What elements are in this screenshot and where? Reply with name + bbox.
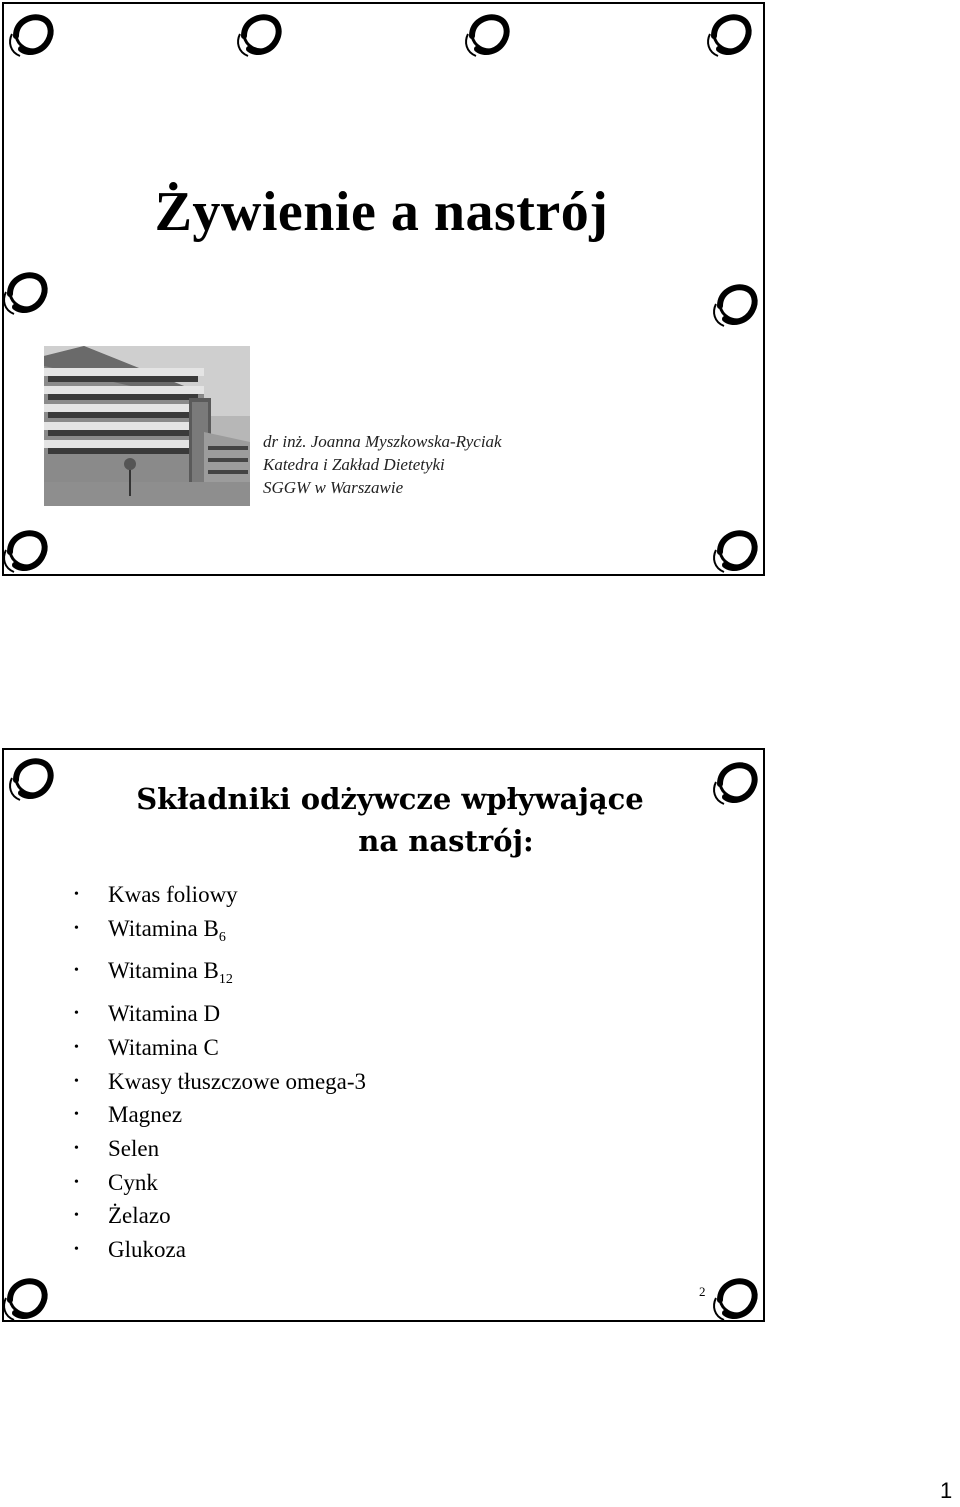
bullet-icon: •	[74, 963, 79, 979]
ring-icon	[2, 1276, 50, 1324]
list-item: • Magnez	[74, 1098, 366, 1132]
building-photo	[44, 346, 250, 506]
bullet-icon: •	[74, 1039, 79, 1055]
ring-icon	[8, 12, 56, 60]
nutrient-list	[74, 878, 366, 1267]
list-item: • Witamina D	[74, 997, 366, 1031]
ring-icon	[2, 270, 50, 318]
slide-title: Żywienie a nastrój	[154, 181, 609, 243]
bullet-icon: •	[74, 1006, 79, 1022]
ring-icon	[464, 12, 512, 60]
bullet-icon: •	[74, 1107, 79, 1123]
page-number: 1	[940, 1478, 953, 1503]
author-name: dr inż. Joanna Myszkowska-Ryciak	[263, 432, 502, 451]
list-item: • Witamina $B_6$	[74, 912, 366, 955]
slide-number: 2	[699, 1284, 706, 1299]
ring-icon	[712, 1276, 760, 1324]
list-item: • Witamina $B_{12}$	[74, 954, 366, 997]
ring-icon	[236, 12, 284, 60]
list-item: • Kwas foliowy	[74, 878, 366, 912]
title-line-2: na nastrój:	[358, 824, 534, 858]
author-university: SGGW w Warszawie	[263, 478, 404, 497]
bullet-icon: •	[74, 1208, 79, 1224]
list-item: • Żelazo	[74, 1199, 366, 1233]
slide-2-title	[60, 778, 720, 862]
ring-icon	[712, 282, 760, 330]
bullet-icon: •	[74, 1073, 79, 1089]
author-department: Katedra i Zakład Dietetyki	[263, 455, 445, 474]
ring-icon	[2, 528, 50, 576]
ring-icon	[706, 12, 754, 60]
bullet-icon: •	[74, 920, 79, 936]
list-item: • Witamina C	[74, 1031, 366, 1065]
ring-icon	[712, 528, 760, 576]
title-line-1: Składniki odżywcze wpływające	[136, 782, 644, 816]
ring-icon	[8, 756, 56, 804]
list-item: • Selen	[74, 1132, 366, 1166]
author-block	[263, 430, 502, 499]
bullet-icon: •	[74, 887, 79, 902]
list-item: • Cynk	[74, 1166, 366, 1200]
bullet-icon: •	[74, 1140, 79, 1156]
bullet-icon: •	[74, 1242, 79, 1258]
bullet-icon: •	[74, 1174, 79, 1190]
list-item: • Kwasy tłuszczowe omega-3	[74, 1065, 366, 1099]
list-item: • Glukoza	[74, 1233, 366, 1267]
